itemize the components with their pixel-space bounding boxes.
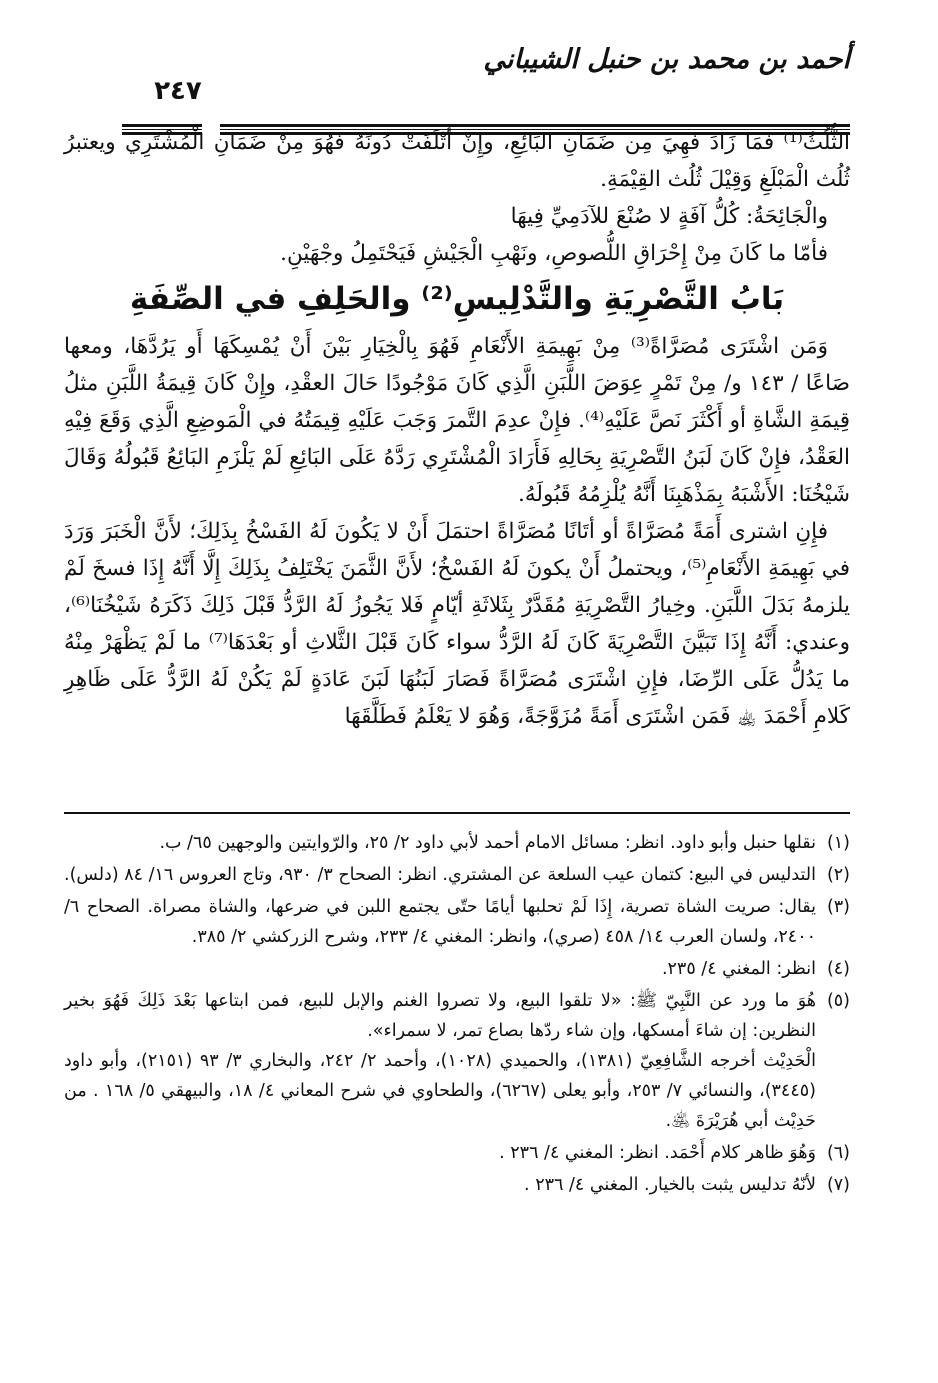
running-header bbox=[60, 40, 850, 106]
paragraph-2: والْجَائِحَةُ: كُلُّ آفَةٍ لا صُنْعَ للآدَمِيِّ فِيهَا bbox=[510, 204, 828, 229]
footnote bbox=[64, 860, 850, 890]
footnote-number: (٤) bbox=[826, 959, 850, 979]
paragraph-4: وَمَن اشْتَرَى مُصَرَّاةً⁽³⁾ مِنْ بَهِيمَةِ الأَنْعَامِ فَهُوَ بِالْخِيَارِ بَيْنَ أَنْ يُمْسِكَهَا أَو يَرُدَّهَا، ومعها صَاعًا / ١٤٣ و/ مِنْ تَمْرٍ عِوَضَ اللَّبَنِ الَّذِي كَانَ مَوْجُودًا حَالَ العقْدِ، وإِنْ كَانَ قِيمَةُ اللَّبَنِ مثلُ قِيمَةِ الشَّاةِ أو أَكْثَرَ نَصَّ عَلَيْهِ⁽⁴⁾. فإِنْ عدِمَ التَّمرَ وَجَبَ عَلَيْهِ قِيمَتُهُ في الْمَوضِعِ الَّذِي وَقَعَ فِيْهِ العَقْدُ، فإِنْ كَانَ لَبَنُ التَّصْرِيَةِ بِحَالِهِ فَأَرَادَ الْمُشْتَرِي رَدَّهُ عَلَى البَائِعِ لَمْ يَلْزَمِ البَائِعُ قَبُولُهُ وَقَالَ شَيْخُنَا: الأَشْبَهُ بِمَذْهَبِنَا أَنَّهُ يُلْزِمُهُ قَبُولَهُ. bbox=[64, 334, 850, 507]
footnotes bbox=[64, 828, 850, 1202]
page-number: ٢٤٧ bbox=[154, 76, 202, 106]
footnote bbox=[64, 954, 850, 984]
footnote-text: وَهُوَ ظاهر كلام أَحْمَد. انظر: المغني ٤/ ٢٣٦ . bbox=[499, 1143, 816, 1163]
footnote-number: (٢) bbox=[826, 865, 850, 885]
footnote-text: لأنّهُ تدليس يثبت بالخيار. المغني ٤/ ٢٣٦ . bbox=[524, 1175, 816, 1195]
footnote-text: نقلها حنبل وأبو داود. انظر: مسائل الامام أحمد لأبي داود ٢/ ٢٥، والرّوايتين والوجهين ٦٥/ ب. bbox=[159, 833, 816, 853]
footnote bbox=[64, 892, 850, 952]
footnote-text: انظر: المغني ٤/ ٢٣٥. bbox=[661, 959, 816, 979]
footnote bbox=[64, 986, 850, 1136]
paragraph-3: فأمّا ما كَانَ مِنْ إِحْرَاقِ اللُّصوصِ، ونَهْبِ الْجَيْشِ فَيَحْتَمِلُ وجْهَيْنِ. bbox=[280, 241, 828, 266]
chapter-title: بَابُ التَّصْرِيَةِ والتَّدْلِيسِ⁽²⁾ والحَلِفِ في الصِّفَةِ bbox=[129, 281, 785, 317]
footnote-number: (٦) bbox=[826, 1143, 850, 1163]
footnote-number: (٥) bbox=[826, 991, 850, 1011]
footnote bbox=[64, 1138, 850, 1168]
footnote-text: التدليس في البيع: كتمان عيب السلعة عن المشتري. انظر: الصحاح ٣/ ٩٣٠، وتاج العروس ١٦/ ٨٤ (دلس). bbox=[64, 865, 816, 885]
footnote bbox=[64, 828, 850, 858]
footnote-separator bbox=[64, 812, 850, 814]
main-text bbox=[64, 124, 850, 735]
footnote-number: (٣) bbox=[826, 897, 850, 917]
running-title: أحمد بن محمد بن حنبل الشيباني bbox=[483, 44, 850, 75]
footnote-text: يقال: صريت الشاة تصرية، إِذَا لَمْ تحلبها أيامًا حتّى يجتمع اللبن في ضرعها، والشاة مصراة. الصحاح ٦/ ٢٤٠٠، ولسان العرب ١٤/ ٤٥٨ (صري)، وانظر: المغني ٤/ ٢٣٣، وشرح الزركشي ٢/ ٣٨٥. bbox=[64, 897, 816, 947]
footnote-number: (٧) bbox=[826, 1175, 850, 1195]
paragraph-5: فإِنِ اشترى أَمَةً مُصَرَّاةً أو أتَانًا مُصَرَّاةً احتمَلَ أَنْ لا يَكُونَ لَهُ الفَسْخُ بِذَلِكَ؛ لأَنَّ الْخَبَرَ وَرَدَ في بَهِيمَةِ الأَنْعَامِ⁽⁵⁾، ويحتملُ أَنْ يكونَ لَهُ الفَسْخُ؛ لأَنَّ الثَّمَنَ يَخْتَلِفُ بِذَلِكَ إِلَّا أَنَّهُ إِذَا فسخَ لَمْ يلزمهُ بَدَلَ اللَّبَنِ. وخِيارُ التَّصْرِيَةِ مُقَدَّرٌ بِثَلاثَةِ أيّامٍ فَلا يَجُوزُ لَهُ الرَّدُّ قَبْلَ ذَلِكَ ذَكَرَهُ شَيْخُنَا⁽⁶⁾، وعندي: أَنَّهُ إِذَا تَبَيَّنَ التَّصْرِيَةَ كَانَ لَهُ الرَّدُّ سواء كَانَ قَبْلَ الثَّلاثِ أو بَعْدَهَا⁽⁷⁾ ما لَمْ يَظْهَرْ مِنْهُ ما يَدُلُّ عَلَى الرِّضَا، فإِنِ اشْتَرَى مُصَرَّاةً فَصَارَ لَبَنُهَا لَبَنَ عَادَةٍ لَمْ يَكُنْ لَهُ الرَّدُّ عَلَى ظَاهِرِ كَلامِ أَحْمَدَ ﵀ فَمَن اشْتَرَى أَمَةً مُزَوَّجَةً، وَهُوَ لا يَعْلَمُ فَطَلَّقَهَا bbox=[64, 519, 851, 729]
footnote-text: هُوَ ما ورد عن النَّبِيّ ﷺ: «لا تلقوا البيع، ولا تصروا الغنم والإبل للبيع، فمن ابتاعها بَعْدَ ذَلِكَ فَهُوَ بخير النظرين: إن شاءَ أمسكها، وإن شاء ردّها بصاع تمر، لا سمراء». bbox=[64, 991, 816, 1041]
footnote-text: الْحَدِيْث أخرجه الشَّافِعِيّ (١٣٨١)، والحميدي (١٠٢٨)، وأحمد ٢/ ٢٤٢، والبخاري ٣/ ٩٣ (٢١٥١)، وأبو داود (٣٤٤٥)، والنسائي ٧/ ٢٥٣، وأبو يعلى (٦٢٦٧)، والطحاوي في شرح المعاني ٤/ ١٨، والبيهقي ٥/ ١٦٨ . من حَدِيْث أبي هُرَيْرَةَ ﵁. bbox=[64, 1051, 816, 1131]
footnote-number: (١) bbox=[826, 833, 850, 853]
paragraph-1: الثُّلُثُ⁽¹⁾ فَمَا زَادَ فَهِيَ مِن ضَمَانِ البَائِعِ، وإِنْ أَتْلَفَتْ دُونَهُ فَهُوَ مِنْ ضَمَانِ الْمُشْتَرِي ويعتبرُ ثُلُث الْمَبْلَغِ وَقِيْلَ ثُلُث القِيْمَةِ. bbox=[64, 130, 850, 192]
footnote bbox=[64, 1170, 850, 1200]
